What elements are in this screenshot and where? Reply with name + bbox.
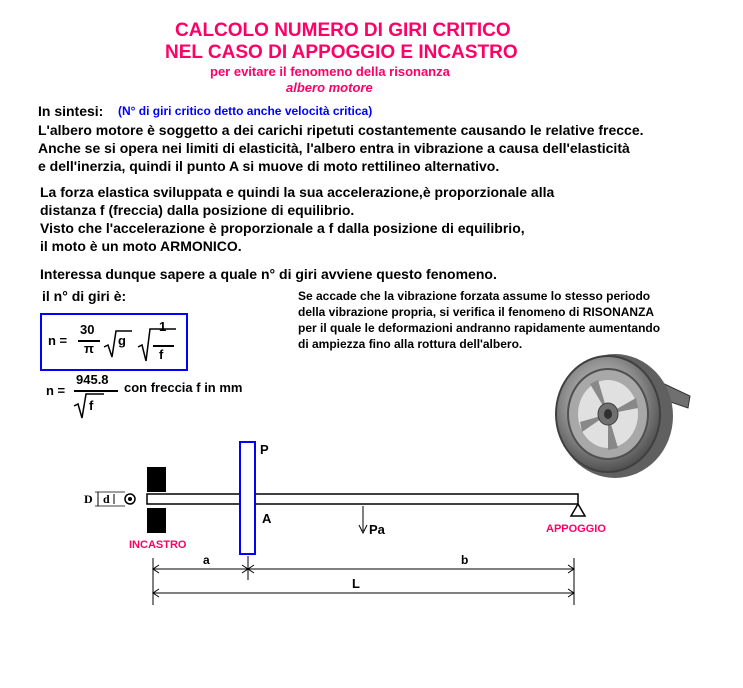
formula2-f: f xyxy=(89,398,94,413)
in-sintesi-label: In sintesi: xyxy=(38,103,104,119)
formula1-numerator: 30 xyxy=(80,322,95,337)
label-a: a xyxy=(203,553,210,567)
formula2-n: n = xyxy=(46,383,66,398)
paragraph-1-line-1: L'albero motore è soggetto a dei carichi ripetuti costantemente causando le relative frecce. xyxy=(38,122,644,138)
title-line-2: NEL CASO DI APPOGGIO E INCASTRO xyxy=(165,42,518,63)
risonanza-line-2: della vibrazione propria, si verifica il fenomeno di RISONANZA xyxy=(298,305,655,319)
formula2-text: con freccia f in mm xyxy=(124,380,243,395)
subtitle-albero: albero motore xyxy=(286,80,373,95)
formula1-g: g xyxy=(118,333,126,348)
subtitle: per evitare il fenomeno della risonanza xyxy=(210,64,450,79)
formula1-denominator: π xyxy=(84,341,94,356)
formula1-one: 1 xyxy=(159,319,167,334)
paragraph-1-line-3: e dell'inerzia, quindi il punto A si muove di moto rettilineo alternativo. xyxy=(38,158,500,174)
label-P: P xyxy=(260,442,269,457)
label-Pa: Pa xyxy=(369,522,385,537)
giri-label: il n° di giri è: xyxy=(42,288,127,304)
label-b: b xyxy=(461,553,469,567)
paragraph-2-line-4: il moto è un moto ARMONICO. xyxy=(40,238,242,254)
paragraph-2-line-3: Visto che l'accelerazione è proporzionale a f dalla posizione di equilibrio, xyxy=(40,220,525,236)
velocita-critica-note: (N° di giri critico detto anche velocità critica) xyxy=(118,104,373,118)
paragraph-2-line-2: distanza f (freccia) dalla posizione di equilibrio. xyxy=(40,202,355,218)
paragraph-1-line-2: Anche se si opera nei limiti di elasticità, l'albero entra in vibrazione a causa dell'elasticità xyxy=(38,140,630,156)
risonanza-line-4: di ampiezza fino alla rottura dell'albero. xyxy=(298,337,523,351)
risonanza-line-3: per il quale le deformazioni andranno rapidamente aumentando xyxy=(298,321,661,335)
label-incastro: INCASTRO xyxy=(129,539,187,551)
formula1-f: f xyxy=(159,347,164,362)
title-line-1: CALCOLO NUMERO DI GIRI CRITICO xyxy=(175,20,511,41)
paragraph-2-line-1: La forza elastica sviluppata e quindi la sua accelerazione,è proporzionale alla xyxy=(40,184,555,200)
formula-box xyxy=(40,313,188,371)
label-D: D xyxy=(84,492,93,506)
label-appoggio: APPOGGIO xyxy=(546,523,606,535)
label-L: L xyxy=(352,576,360,591)
paragraph-3: Interessa dunque sapere a quale n° di giri avviene questo fenomeno. xyxy=(40,266,497,282)
root-signs xyxy=(102,327,192,367)
disc xyxy=(240,442,255,554)
incastro-block-bottom xyxy=(147,508,166,533)
shaft xyxy=(147,494,578,504)
formula2-numerator: 945.8 xyxy=(76,372,109,387)
risonanza-line-1: Se accade che la vibrazione forzata assume lo stesso periodo xyxy=(298,289,651,303)
incastro-block-top xyxy=(147,467,166,492)
label-d: d xyxy=(103,492,110,506)
formula1-n: n = xyxy=(48,333,68,348)
label-A: A xyxy=(262,511,272,526)
